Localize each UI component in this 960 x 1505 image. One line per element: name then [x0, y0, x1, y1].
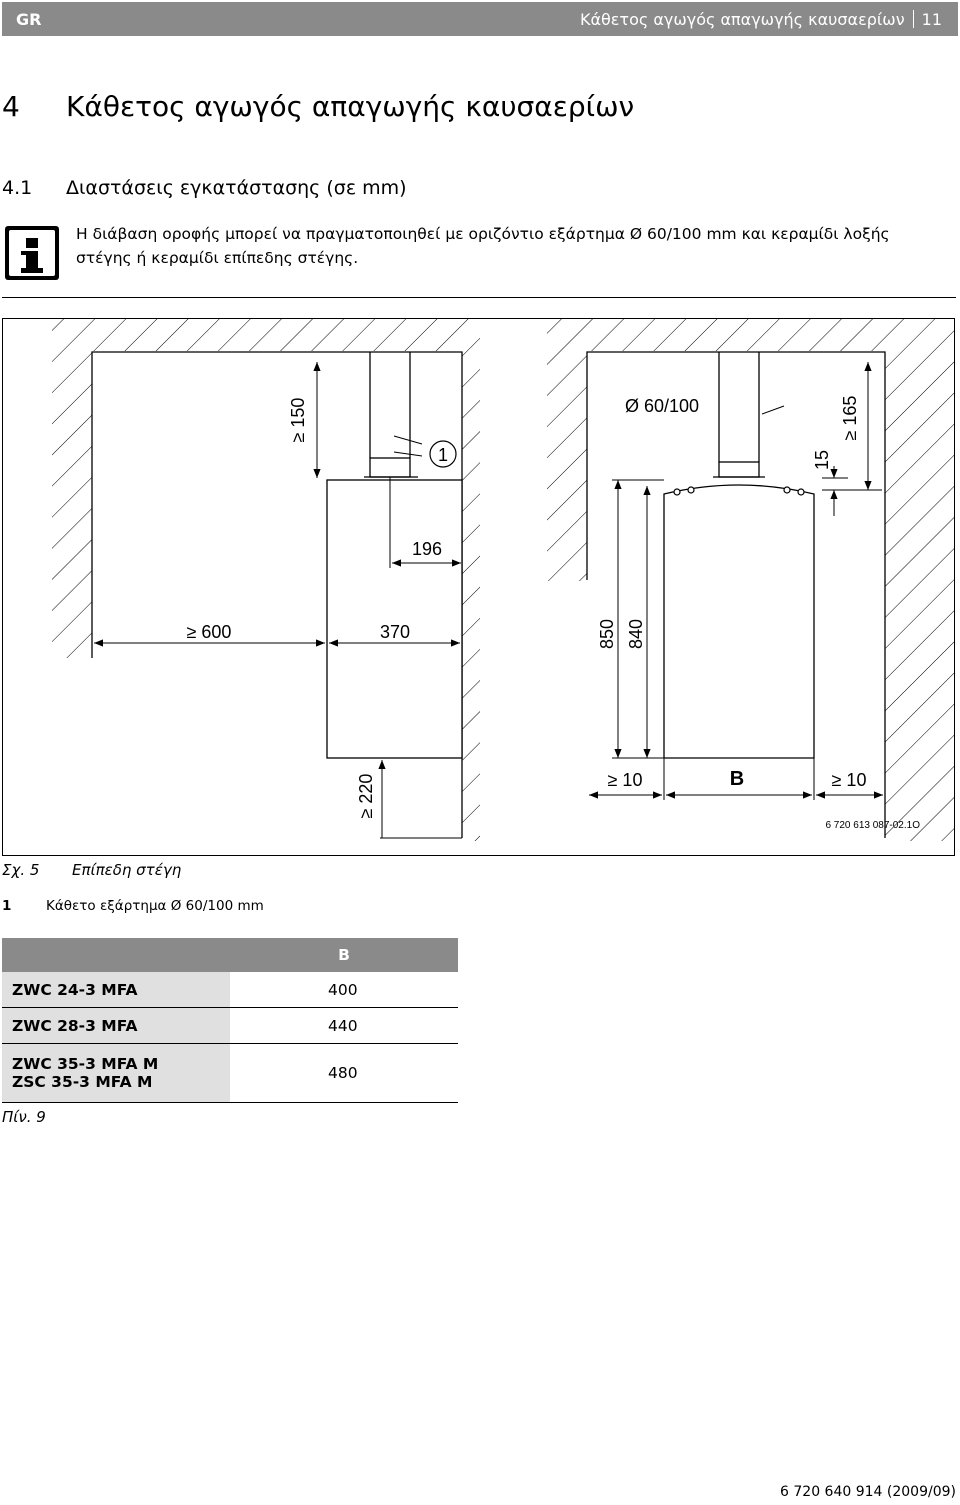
legend-text: Κάθετο εξάρτημα Ø 60/100 mm [46, 898, 264, 914]
label-min-165: ≥ 165 [840, 395, 860, 441]
info-icon [5, 226, 59, 280]
label-min-10-left: ≥ 10 [607, 770, 643, 790]
table-cell-model-line2: ZSC 35-3 MFA M [12, 1073, 153, 1091]
table-row [2, 972, 458, 1008]
label-min-10-right: ≥ 10 [831, 770, 867, 790]
table-row [2, 1044, 458, 1103]
chapter-title [2, 90, 634, 123]
table-caption: Πίν. 9 [2, 1108, 46, 1126]
label-850: 850 [597, 618, 617, 650]
dimension-table [2, 938, 458, 1103]
table-cell-b: 480 [230, 1044, 458, 1103]
label-min-220: ≥ 220 [356, 773, 376, 819]
section-number: 4.1 [2, 177, 33, 199]
figure-number: Σχ. 5 [2, 861, 40, 879]
figure-caption-text: Επίπεδη στέγη [72, 861, 182, 879]
section-title [2, 177, 407, 199]
label-min-150: ≥ 150 [288, 397, 308, 443]
legend-item [2, 898, 264, 914]
label-b: B [729, 768, 745, 790]
label-196: 196 [411, 539, 443, 559]
callout-1: 1 [437, 445, 449, 465]
page-number: 11 [921, 10, 942, 29]
label-min-600: ≥ 600 [186, 622, 232, 642]
running-title-text: Κάθετος αγωγός απαγωγής καυσαερίων [579, 10, 905, 29]
info-note: Η διάβαση οροφής μπορεί να πραγματοποιηθεί με οριζόντιο εξάρτημα Ø 60/100 mm και κεραμίδι λοξής στέγης ή κεραμίδι επίπεδης στέγης. [76, 225, 890, 267]
label-diameter: Ø 60/100 [624, 396, 700, 416]
chapter-number: 4 [2, 90, 20, 123]
chapter-title-text: Κάθετος αγωγός απαγωγής καυσαερίων [66, 90, 635, 123]
table-cell-model: ZWC 24-3 MFA [2, 972, 230, 1008]
running-title [580, 10, 942, 29]
figure-caption [2, 861, 181, 879]
installation-dimensions-figure [2, 318, 955, 856]
table-row [2, 1008, 458, 1044]
left-flue-pipe [364, 352, 418, 477]
right-flue-pipe [713, 352, 784, 477]
document-number: 6 720 640 914 (2009/09) [780, 1484, 956, 1500]
boiler-front-view [664, 485, 814, 758]
boiler-side-view [327, 480, 462, 758]
divider [2, 297, 956, 298]
label-840: 840 [626, 618, 646, 650]
table-header-b: B [230, 938, 458, 972]
section-title-text: Διαστάσεις εγκατάστασης (σε mm) [66, 177, 407, 199]
table-cell-b: 440 [230, 1008, 458, 1044]
table-cell-model-line1: ZWC 35-3 MFA M [12, 1055, 159, 1073]
label-370: 370 [379, 622, 411, 642]
page-header [2, 2, 958, 36]
table-cell-b: 400 [230, 972, 458, 1008]
table-cell-model [2, 1044, 230, 1103]
legend-key: 1 [2, 898, 12, 914]
figure-code: 6 720 613 087-02.1O [825, 820, 920, 831]
language-code: GR [16, 10, 42, 29]
table-header-model [2, 938, 230, 972]
label-15: 15 [812, 449, 832, 471]
table-cell-model: ZWC 28-3 MFA [2, 1008, 230, 1044]
table-header-row [2, 938, 458, 972]
